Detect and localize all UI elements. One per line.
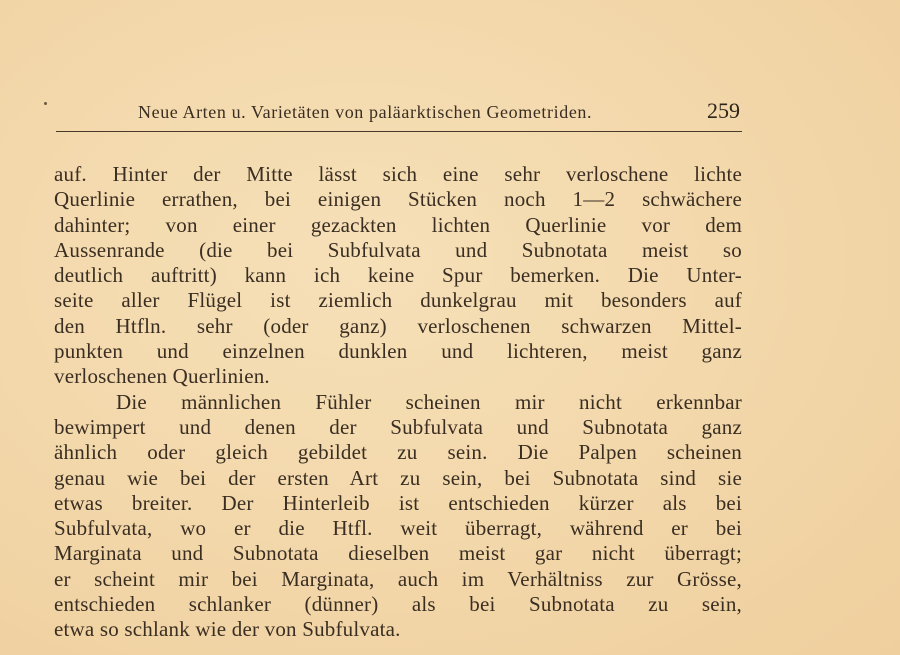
text-line: etwa so schlank wie der von Subfulvata. xyxy=(54,617,401,642)
text-line: entschieden schlanker (dünner) als bei Subnotata zu sein, xyxy=(54,592,742,617)
text-line: deutlich auftritt) kann ich keine Spur bemerken. Die Unter- xyxy=(54,263,742,288)
text-line: seite aller Flügel ist ziemlich dunkelgrau mit besonders auf xyxy=(54,288,742,313)
book-page xyxy=(54,0,744,655)
text-line: punkten und einzelnen dunklen und lichteren, meist ganz xyxy=(54,339,742,364)
margin-dot xyxy=(44,102,47,105)
text-line: genau wie bei der ersten Art zu sein, bei Subnotata sind sie xyxy=(54,465,742,490)
text-line: er scheint mir bei Marginata, auch im Verhältniss zur Grösse, xyxy=(54,566,742,591)
text-line: dahinter; von einer gezackten lichten Querlinie vor dem xyxy=(54,212,742,237)
header-rule xyxy=(56,131,742,132)
text-line: bewimpert und denen der Subfulvata und Subnotata ganz xyxy=(54,414,742,439)
text-line: etwas breiter. Der Hinterleib ist entschieden kürzer als bei xyxy=(54,490,742,515)
text-line: Aussenrande (die bei Subfulvata und Subnotata meist so xyxy=(54,237,742,262)
text-line: Subfulvata, wo er die Htfl. weit überragt, während er bei xyxy=(54,516,742,541)
text-line: den Htfln. sehr (oder ganz) verloschenen schwarzen Mittel- xyxy=(54,313,742,338)
running-title: Neue Arten u. Varietäten von paläarktischen Geometriden. xyxy=(138,102,593,122)
page-header xyxy=(54,96,742,130)
text-line: Querlinie errathen, bei einigen Stücken noch 1—2 schwächere xyxy=(54,187,742,212)
body-text xyxy=(54,162,742,643)
text-line: ähnlich oder gleich gebildet zu sein. Die Palpen scheinen xyxy=(54,440,742,465)
page-number: 259 xyxy=(707,98,740,123)
text-line: Die männlichen Fühler scheinen mir nicht erkennbar xyxy=(116,389,742,414)
text-line: Marginata und Subnotata dieselben meist gar nicht überragt; xyxy=(54,541,742,566)
text-line: auf. Hinter der Mitte lässt sich eine sehr verloschene lichte xyxy=(54,162,742,186)
text-line: verloschenen Querlinien. xyxy=(54,364,270,389)
